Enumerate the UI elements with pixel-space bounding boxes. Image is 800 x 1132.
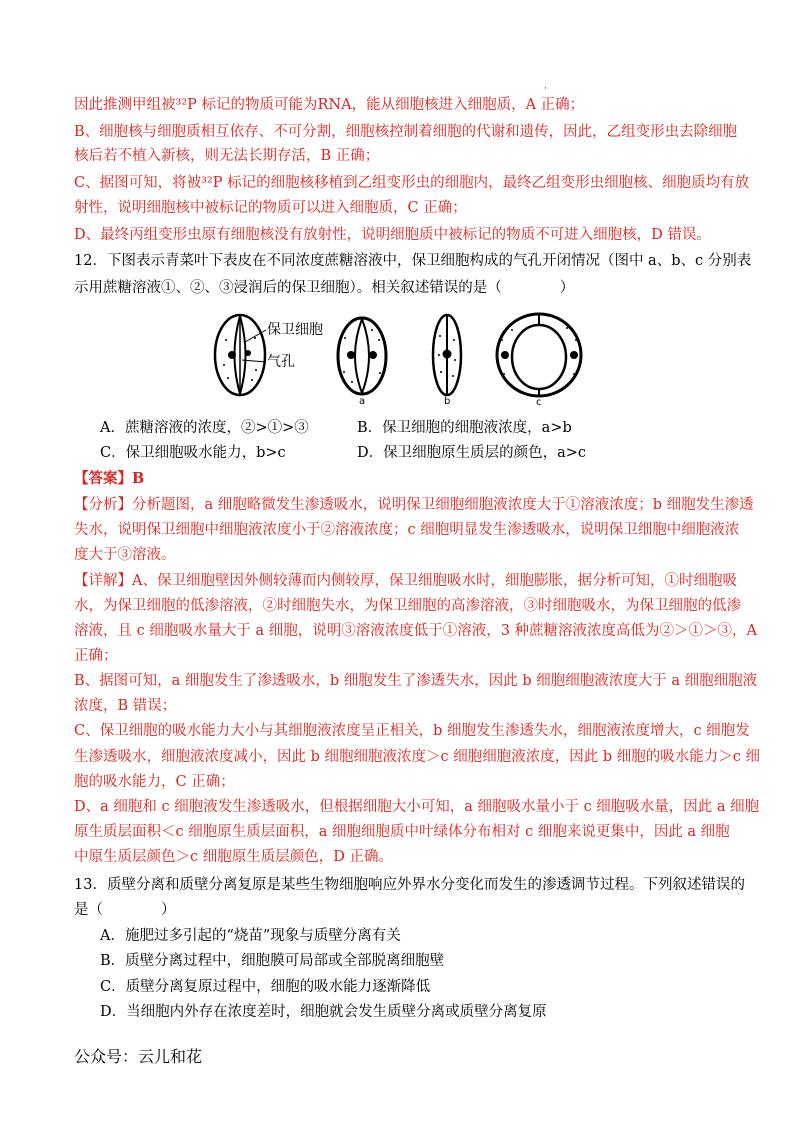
option-a[interactable]: A．蔗糖溶液的浓度，②>①>③ xyxy=(100,420,309,436)
detail-line: 中原生质层颜色＞c 细胞原生质层颜色，D 正确。 xyxy=(74,849,393,865)
option-d[interactable]: D．保卫细胞原生质层的颜色，a>c xyxy=(357,445,587,461)
stomata-figure xyxy=(212,310,602,406)
label-c: c xyxy=(536,397,542,406)
detail-line: 正确； xyxy=(74,648,118,664)
label-a: a xyxy=(359,396,366,406)
answer-label: 【答案】B xyxy=(74,470,145,487)
solution-line: 因此推测甲组被³²P 标记的物质可能为RNA，能从细胞核进入细胞质，A 正确； xyxy=(74,97,585,113)
analysis-line: 失水，说明保卫细胞中细胞液浓度小于②溶液浓度；c 细胞明显发生渗透吸水，说明保卫细胞中细胞液浓 xyxy=(74,522,740,538)
solution-line: C、据图可知，将被³²P 标记的细胞核移植到乙组变形虫的细胞内，最终乙组变形虫细胞核、细胞质均有放 xyxy=(74,175,750,191)
detail-line: 溶液，且 c 细胞吸水量大于 a 细胞，说明③溶液浓度低于①溶液，3 种蔗糖溶液浓度高低为②＞①＞③，A xyxy=(74,623,758,639)
q13-option-b[interactable]: B．质壁分离过程中，细胞膜可局部或全部脱离细胞壁 xyxy=(100,953,445,969)
detail-line: 胞的吸水能力，C 正确； xyxy=(74,774,235,790)
detail-line: 【详解】A、保卫细胞壁因外侧较薄而内侧较厚，保卫细胞吸水时，细胞膨胀，据分析可知，①时细胞吸 xyxy=(74,573,737,589)
solution-line: B、细胞核与细胞质相互依存、不可分割，细胞核控制着细胞的代谢和遗传，因此，乙组变形虫去除细胞 xyxy=(74,124,738,140)
footer-account: 公众号：云儿和花 xyxy=(74,1047,203,1066)
q13-option-c[interactable]: C．质壁分离复原过程中，细胞的吸水能力逐渐降低 xyxy=(100,979,431,995)
reference-guard-cells xyxy=(215,315,266,395)
q13-option-d[interactable]: D．当细胞内外存在浓度差时，细胞就会发生质壁分离或质壁分离复原 xyxy=(100,1004,547,1020)
guard-cells-c xyxy=(497,314,581,396)
detail-line: 浓度，B 错误； xyxy=(74,698,177,714)
detail-line: D、a 细胞和 c 细胞液发生渗透吸水，但根据细胞大小可知，a 细胞吸水量小于 c 细胞吸水量，因此 a 细胞 xyxy=(74,799,760,815)
q13-option-a[interactable]: A．施肥过多引起的“烧苗”现象与质壁分离有关 xyxy=(100,928,401,944)
solution-line: D、最终丙组变形虫原有细胞核没有放射性，说明细胞质中被标记的物质不可进入细胞核，D 错误。 xyxy=(74,227,711,243)
option-c[interactable]: C．保卫细胞吸水能力，b>c xyxy=(100,445,286,461)
header-dot: · xyxy=(544,84,547,94)
solution-line: 核后若不植入新核，则无法长期存活，B 正确； xyxy=(74,148,380,164)
question-12-stem: 12．下图表示青菜叶下表皮在不同浓度蔗糖溶液中，保卫细胞构成的气孔开闭情况（图中 a、b、c 分别表 xyxy=(74,253,752,269)
question-13-stem: 是（ ） xyxy=(74,902,176,918)
pore-label: 气孔 xyxy=(267,354,295,370)
option-b[interactable]: B．保卫细胞的细胞液浓度，a>b xyxy=(357,420,572,436)
analysis-line: 【分析】分析题图，a 细胞略微发生渗透吸水，说明保卫细胞细胞液浓度大于①溶液浓度；b 细胞发生渗透 xyxy=(74,497,754,513)
guard-cells-b xyxy=(433,315,461,395)
detail-line: C、保卫细胞的吸水能力大小与其细胞液浓度呈正相关，b 细胞发生渗透失水，细胞液浓度增大，c 细胞发 xyxy=(74,723,750,739)
guard-cell-label: 保卫细胞 xyxy=(267,322,323,338)
detail-line: 生渗透吸水，细胞液浓度减小，因此 b 细胞细胞液浓度＞c 细胞细胞液浓度，因此 b 细胞的吸水能力＞c 细 xyxy=(74,749,760,765)
analysis-line: 度大于③溶液。 xyxy=(74,547,176,563)
solution-line: 射性，说明细胞核中被标记的物质可以进入细胞质，C 正确； xyxy=(74,200,467,216)
question-12-stem: 示用蔗糖溶液①、②、③浸润后的保卫细胞）。相关叙述错误的是（ ） xyxy=(74,280,575,296)
detail-line: 原生质层面积＜c 细胞原生质层面积，a 细胞细胞质中叶绿体分布相对 c 细胞来说更集中，因此 a 细胞 xyxy=(74,824,730,840)
question-13-stem: 13．质壁分离和质壁分离复原是某些生物细胞响应外界水分变化而发生的渗透调节过程。下列叙述错误的 xyxy=(74,877,745,893)
detail-line: 水，为保卫细胞的低渗溶液，②时细胞失水，为保卫细胞的高渗溶液，③时细胞吸水，为保卫细胞的低渗 xyxy=(74,598,741,614)
label-b: b xyxy=(444,396,451,406)
detail-line: B、据图可知，a 细胞发生了渗透吸水，b 细胞发生了渗透失水，因此 b 细胞细胞液浓度大于 a 细胞细胞液 xyxy=(74,673,758,689)
guard-cells-a xyxy=(338,318,386,394)
